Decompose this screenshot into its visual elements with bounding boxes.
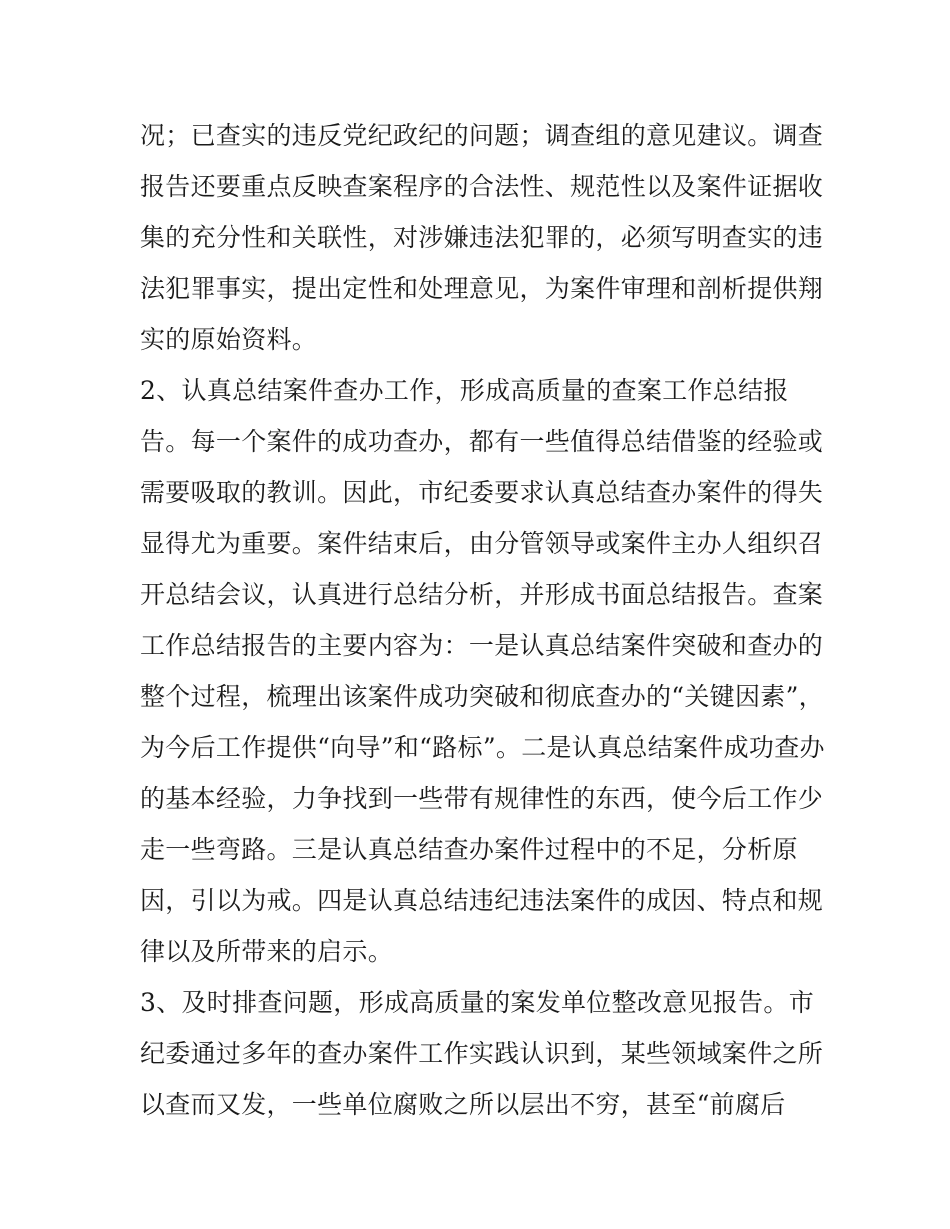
text-line: 律以及所带来的启示。 bbox=[140, 937, 394, 966]
text-line: 集的充分性和关联性，对涉嫌违法犯罪的，必须写明查实的违 bbox=[140, 223, 824, 252]
text-line: 需要吸取的教训。因此，市纪委要求认真总结查办案件的得失 bbox=[140, 478, 824, 507]
section-heading-line: 2、认真总结案件查办工作，形成高质量的查案工作总结报 bbox=[140, 376, 789, 405]
text-line: 纪委通过多年的查办案件工作实践认识到，某些领域案件之所 bbox=[140, 1039, 824, 1068]
section-heading-line: 3、及时排查问题，形成高质量的案发单位整改意见报告。市 bbox=[140, 988, 815, 1017]
text-line: 的基本经验，力争找到一些带有规律性的东西，使今后工作少 bbox=[140, 784, 824, 813]
text-line: 报告还要重点反映查案程序的合法性、规范性以及案件证据收 bbox=[140, 172, 824, 201]
text-line: 显得尤为重要。案件结束后，由分管领导或案件主办人组织召 bbox=[140, 529, 824, 558]
text-line: 告。每一个案件的成功查办，都有一些值得总结借鉴的经验或 bbox=[140, 427, 824, 456]
text-line: 法犯罪事实，提出定性和处理意见，为案件审理和剖析提供翔 bbox=[140, 274, 824, 303]
text-line: 因，引以为戒。四是认真总结违纪违法案件的成因、特点和规 bbox=[140, 886, 824, 915]
text-line: 以查而又发，一些单位腐败之所以层出不穷，甚至“前腐后 bbox=[140, 1090, 786, 1119]
text-line: 开总结会议，认真进行总结分析，并形成书面总结报告。查案 bbox=[140, 580, 824, 609]
text-line: 为今后工作提供“向导”和“路标”。二是认真总结案件成功查办 bbox=[140, 733, 825, 762]
text-line: 走一些弯路。三是认真总结查办案件过程中的不足，分析原 bbox=[140, 835, 798, 864]
body-text bbox=[140, 110, 830, 1130]
text-line: 整个过程，梳理出该案件成功突破和彻底查办的“关键因素”， bbox=[140, 682, 824, 711]
text-line: 况；已查实的违反党纪政纪的问题；调查组的意见建议。调查 bbox=[140, 121, 824, 150]
text-line: 工作总结报告的主要内容为：一是认真总结案件突破和查办的 bbox=[140, 631, 824, 660]
text-line: 实的原始资料。 bbox=[140, 325, 318, 354]
